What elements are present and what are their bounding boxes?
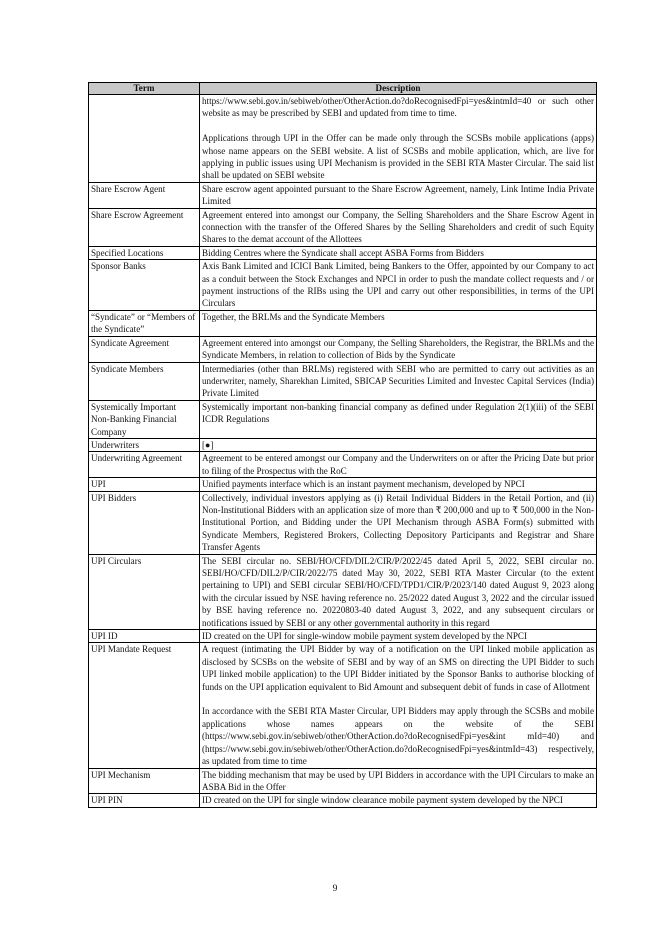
term-cell: Systemically Important Non-Banking Financial Company: [89, 400, 200, 438]
description-cell: [200, 260, 597, 311]
description-cell: [200, 208, 597, 246]
description-paragraph: Collectively, individual investors applying as (i) Retail Individual Bidders in the Retail Portion, and (ii) Non-Institutional Bidders with an application size of more than ₹ 200,000 and up to ₹ 500,000 in the Non-Institutional Portion, and Bidding under the UPI Mechanism through ASBA Form(s) submitted with Syndicate Members, Registered Brokers, Collecting Depository Participants and Registrar and Share Transfer Agents: [202, 492, 594, 553]
description-cell: [200, 362, 597, 400]
term-cell: UPI Mandate Request: [89, 643, 200, 768]
term-cell: UPI Bidders: [89, 491, 200, 554]
description-cell: [200, 794, 597, 807]
description-paragraph: Axis Bank Limited and ICICI Bank Limited, being Bankers to the Offer, appointed by our Company to act as a conduit between the Stock Exchanges and NPCI in order to push the mandate collect requests and / or payment instructions of the RIBs using the UPI and carry out other responsibilities, in terms of the UPI Circulars: [202, 261, 594, 309]
table-row: [89, 310, 597, 336]
definitions-table: [88, 82, 597, 808]
description-cell: [200, 478, 597, 491]
description-paragraph: Systemically important non-banking financial company as defined under Regulation 2(1)(iii) of the SEBI ICDR Regulations: [202, 401, 594, 425]
table-row: [89, 630, 597, 643]
table-row: [89, 491, 597, 554]
description-cell: [200, 643, 597, 768]
description-paragraph: In accordance with the SEBI RTA Master Circular, UPI Bidders may apply through the SCSBs and mobile applications whose names appears on the website of the SEBI (https://www.sebi.gov.in/sebiweb/other/OtherAction.do?doRecognisedFpi=yes&int mId=40) and (https://www.sebi.gov.in/sebiweb/other/OtherAction.do?doRecognisedFpi=yes&intmId=43) respectively, as updated from time to time: [202, 706, 594, 767]
description-paragraph: Together, the BRLMs and the Syndicate Members: [202, 311, 385, 322]
description-paragraph: Agreement to be entered amongst our Company and the Underwriters on or after the Pricing Date but prior to filing of the Prospectus with the RoC: [202, 453, 594, 476]
table-row: [89, 452, 597, 478]
term-cell: UPI: [89, 478, 200, 491]
description-cell: [200, 400, 597, 438]
term-cell: Underwriters: [89, 438, 200, 451]
table-row: [89, 362, 597, 400]
term-cell: Syndicate Members: [89, 362, 200, 400]
term-cell: Share Escrow Agent: [89, 182, 200, 208]
description-cell: [200, 95, 597, 183]
table-row: [89, 554, 597, 629]
description-paragraph: Intermediaries (other than BRLMs) registered with SEBI who are permitted to carry out activities as an underwriter, namely, Sharekhan Limited, SBICAP Securities Limited and Investec Capital Services (India) Private Limited: [202, 363, 594, 399]
term-cell: [89, 95, 200, 183]
term-cell: UPI Mechanism: [89, 768, 200, 794]
table-row: [89, 182, 597, 208]
description-paragraph: Applications through UPI in the Offer can be made only through the SCSBs mobile applications (apps) whose name appears on the SEBI website. A list of SCSBs and mobile application, which, are live for applying in public issues using UPI Mechanism is provided in the SEBI RTA Master Circular. The said list shall be updated on SEBI website: [202, 133, 594, 181]
term-cell: UPI PIN: [89, 794, 200, 807]
term-cell: UPI Circulars: [89, 554, 200, 629]
table-row: [89, 208, 597, 246]
term-cell: UPI ID: [89, 630, 200, 643]
table-row: [89, 794, 597, 807]
term-cell: Syndicate Agreement: [89, 336, 200, 362]
description-cell: [200, 246, 597, 259]
table-row: [89, 400, 597, 438]
table-row: [89, 260, 597, 311]
term-cell: Sponsor Banks: [89, 260, 200, 311]
description-paragraph: The bidding mechanism that may be used by UPI Bidders in accordance with the UPI Circulars to make an ASBA Bid in the Offer: [202, 769, 594, 792]
table-row: [89, 336, 597, 362]
description-paragraph: Share escrow agent appointed pursuant to the Share Escrow Agreement, namely, Link Intime India Private Limited: [202, 183, 594, 207]
description-paragraph: The SEBI circular no. SEBI/HO/CFD/DIL2/CIR/P/2022/45 dated April 5, 2022, SEBI circular no. SEBI/HO/CFD/DIL2/P/CIR/2022/75 dated May 30, 2022, SEBI RTA Master Circular (to the extent pertaining to UPI) and SEBI circular SEBI/HO/CFD/TPD1/CIR/P/2023/140 dated August 9, 2023 along with the circular issued by NSE having reference no. 25/2022 dated August 3, 2022 and the circular issued by BSE having reference no. 20220803-40 dated August 3, 2022, and any subsequent circulars or notifications issued by SEBI or any other governmental authority in this regard: [202, 555, 594, 628]
description-paragraph: A request (intimating the UPI Bidder by way of a notification on the UPI linked mobile application as disclosed by SCSBs on the website of SEBI and by way of an SMS on directing the UPI Bidder to such UPI linked mobile application) to the UPI Bidder initiated by the Sponsor Banks to authorise blocking of funds on the UPI application equivalent to Bid Amount and subsequent debit of funds in case of Allotment: [202, 644, 594, 692]
description-cell: [200, 310, 597, 336]
description-cell: [200, 768, 597, 794]
description-paragraph: Agreement entered into amongst our Company, the Selling Shareholders and the Share Escrow Agent in connection with the transfer of the Offered Shares by the Selling Shareholders and credit of such Equity Shares to the demat account of the Allottees: [202, 209, 594, 245]
description-cell: [200, 554, 597, 629]
table-row: [89, 768, 597, 794]
term-column-header: Term: [89, 83, 200, 95]
term-cell: “Syndicate” or “Members of the Syndicate”: [89, 310, 200, 336]
description-cell: [200, 182, 597, 208]
description-paragraph: Unified payments interface which is an instant payment mechanism, developed by NPCI: [202, 479, 525, 490]
term-cell: Share Escrow Agreement: [89, 208, 200, 246]
description-paragraph: https://www.sebi.gov.in/sebiweb/other/OtherAction.do?doRecognisedFpi=yes&intmId=40 or such other website as may be prescribed by SEBI and updated from time to time.: [202, 96, 594, 119]
description-cell: [200, 452, 597, 478]
description-cell: [200, 630, 597, 643]
description-cell: [200, 336, 597, 362]
page-number: 9: [332, 884, 338, 894]
table-row: [89, 246, 597, 259]
table-row: [89, 95, 597, 183]
description-paragraph: [●]: [202, 439, 214, 450]
table-row: [89, 438, 597, 451]
description-paragraph: Bidding Centres where the Syndicate shall accept ASBA Forms from Bidders: [202, 247, 484, 258]
term-cell: Underwriting Agreement: [89, 452, 200, 478]
table-header-row: [89, 83, 597, 95]
term-cell: Specified Locations: [89, 246, 200, 259]
table-body: [89, 95, 597, 808]
description-paragraph: Agreement entered into amongst our Company, the Selling Shareholders, the Registrar, the BRLMs and the Syndicate Members, in relation to collection of Bids by the Syndicate: [202, 337, 594, 361]
table-row: [89, 478, 597, 491]
description-paragraph: ID created on the UPI for single-window mobile payment system developed by the NPCI: [202, 631, 528, 642]
table-row: [89, 643, 597, 768]
description-cell: [200, 438, 597, 451]
description-column-header: Description: [200, 83, 597, 95]
description-paragraph: ID created on the UPI for single window clearance mobile payment system developed by the NPCI: [202, 795, 563, 806]
description-cell: [200, 491, 597, 554]
